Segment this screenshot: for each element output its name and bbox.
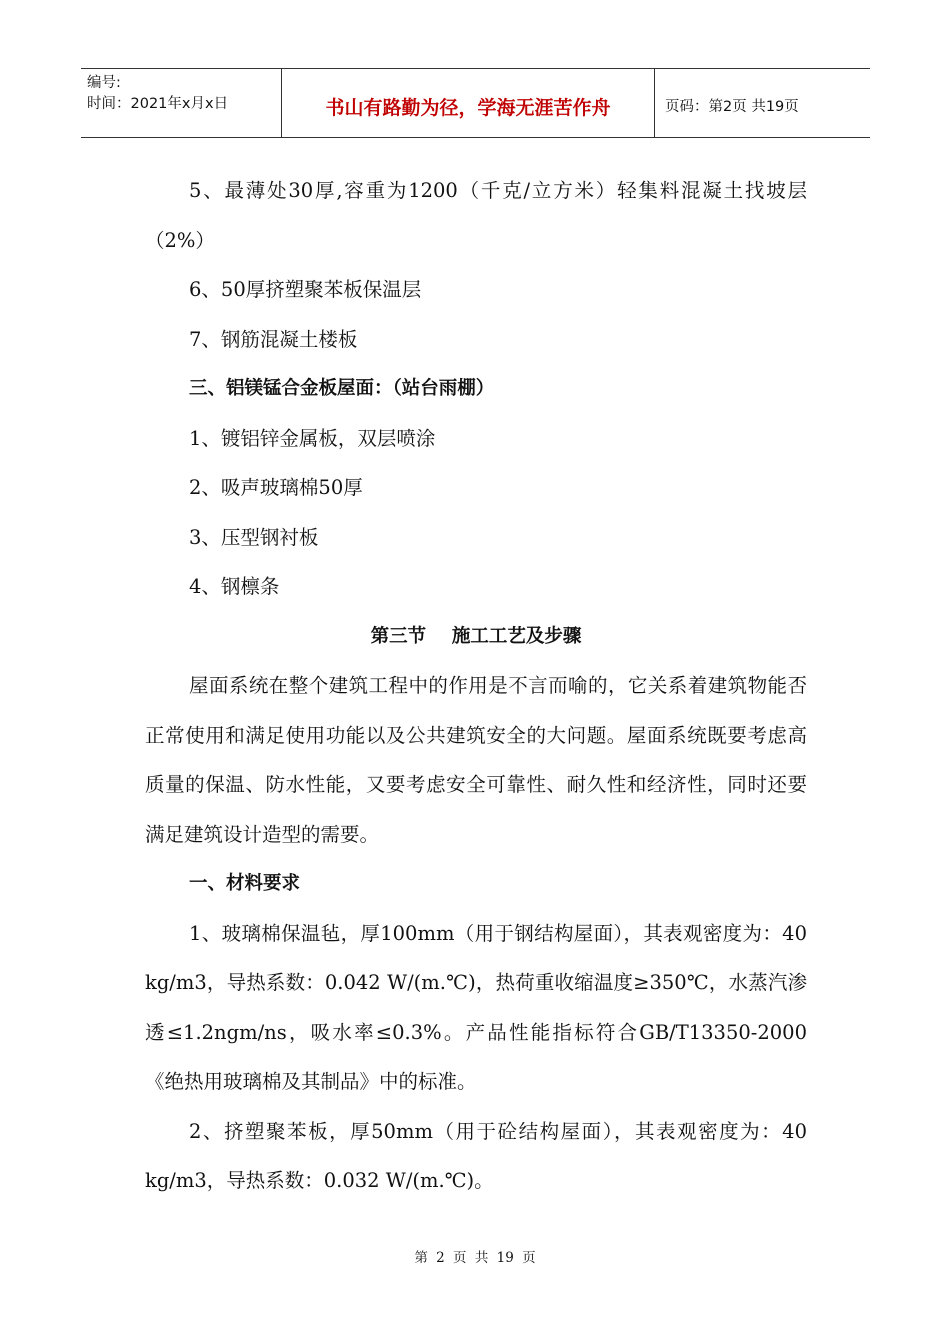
- header-page-info: 页码：第2页 共19页: [665, 98, 799, 115]
- header-motto: 书山有路勤为径，学海无涯苦作舟: [282, 69, 655, 137]
- header-meta: [81, 69, 282, 137]
- page-footer: 第 2 页 共 19 页: [414, 1250, 536, 1266]
- list-item: 5、最薄处30厚,容重为1200（千克/立方米）轻集料混凝土找坡层（2%）: [145, 179, 807, 252]
- document-date: 时间：2021年x月x日: [87, 96, 229, 112]
- list-item: 7、钢筋混凝土楼板: [189, 327, 358, 351]
- document-number-label: 编号:: [87, 75, 121, 91]
- page-header: [81, 68, 870, 138]
- section-heading: 三、铝镁锰合金板屋面：（站台雨棚）: [189, 378, 495, 399]
- body-paragraph: 1、玻璃棉保温毡，厚100mm（用于钢结构屋面），其表观密度为：40 kg/m3，导热系数：0.042 W/(m.℃)，热荷重收缩温度≥350℃，水蒸汽渗透≤1.2ngm/ns，吸水率≤0.3%。产品性能指标符合GB/T13350-2000《绝热用玻璃棉及其制品》中的标准。: [145, 921, 807, 1093]
- body-paragraph: 2、挤塑聚苯板，厚50mm（用于砼结构屋面），其表观密度为：40 kg/m3，导热系数：0.032 W/(m.℃)。: [145, 1119, 807, 1192]
- section-heading: 一、材料要求: [189, 873, 301, 894]
- list-item: 4、钢檩条: [189, 575, 280, 598]
- chapter-heading: 第三节 施工工艺及步骤: [370, 625, 582, 647]
- list-item: 1、镀铝锌金属板，双层喷涂: [189, 426, 436, 450]
- list-item: 6、50厚挤塑聚苯板保温层: [189, 278, 422, 301]
- list-item: 2、吸声玻璃棉50厚: [189, 476, 363, 499]
- document-body: [145, 166, 807, 1206]
- body-paragraph: 屋面系统在整个建筑工程中的作用是不言而喻的，它关系着建筑物能否正常使用和满足使用功能以及公共建筑安全的大问题。屋面系统既要考虑高质量的保温、防水性能，又要考虑安全可靠性、耐久性和经济性，同时还要满足建筑设计造型的需要。: [145, 674, 807, 846]
- list-item: 3、压型钢衬板: [189, 525, 319, 549]
